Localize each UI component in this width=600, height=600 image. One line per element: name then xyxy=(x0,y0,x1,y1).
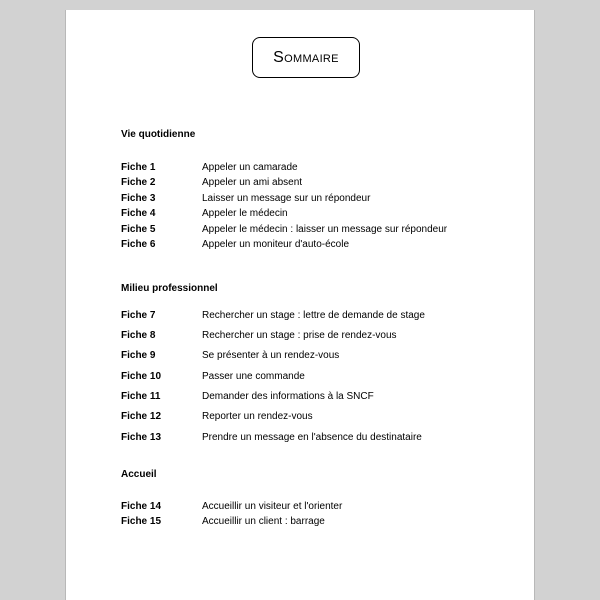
toc-entry xyxy=(121,370,521,384)
section-heading: Accueil xyxy=(121,469,157,480)
toc-entry-title: Passer une commande xyxy=(202,371,305,382)
toc-entry xyxy=(121,390,521,404)
toc-entry xyxy=(121,500,521,514)
toc-entry-title: Accueillir un visiteur et l'orienter xyxy=(202,501,343,512)
toc-entry-number: Fiche 13 xyxy=(121,432,162,443)
toc-entry xyxy=(121,161,521,175)
toc-entry-number: Fiche 10 xyxy=(121,371,162,382)
toc-entry-number: Fiche 3 xyxy=(121,193,156,204)
toc-entry-title: Se présenter à un rendez-vous xyxy=(202,350,340,361)
toc-entry-number: Fiche 14 xyxy=(121,501,162,512)
page-title: Sommaire xyxy=(252,37,360,78)
toc-entry-number: Fiche 1 xyxy=(121,162,156,173)
toc-entry-title: Appeler un camarade xyxy=(202,162,298,173)
toc-entry-number: Fiche 6 xyxy=(121,239,156,250)
toc-entry xyxy=(121,192,521,206)
toc-entry-title: Demander des informations à la SNCF xyxy=(202,391,374,402)
toc-entry-title: Laisser un message sur un répondeur xyxy=(202,193,371,204)
toc-entry-number: Fiche 12 xyxy=(121,411,162,422)
toc-entry-title: Rechercher un stage : prise de rendez-vous xyxy=(202,330,397,341)
toc-entry xyxy=(121,349,521,363)
toc-entry-number: Fiche 15 xyxy=(121,516,162,527)
toc-entry-title: Appeler un ami absent xyxy=(202,177,303,188)
toc-entry-title: Appeler un moniteur d'auto-école xyxy=(202,239,350,250)
toc-entry xyxy=(121,238,521,252)
document-page xyxy=(66,10,534,600)
toc-entry-number: Fiche 9 xyxy=(121,350,156,361)
toc-entry-number: Fiche 7 xyxy=(121,310,156,321)
toc-entry xyxy=(121,223,521,237)
toc-entry-number: Fiche 5 xyxy=(121,224,156,235)
toc-entry-number: Fiche 4 xyxy=(121,208,156,219)
toc-entry-title: Accueillir un client : barrage xyxy=(202,516,325,527)
toc-entry xyxy=(121,410,521,424)
toc-entry-number: Fiche 2 xyxy=(121,177,156,188)
toc-entry xyxy=(121,309,521,323)
toc-entry-title: Appeler le médecin xyxy=(202,208,288,219)
toc-entry-title: Prendre un message en l'absence du destinataire xyxy=(202,432,422,443)
toc-entry-title: Reporter un rendez-vous xyxy=(202,411,313,422)
toc-entry-title: Rechercher un stage : lettre de demande de stage xyxy=(202,310,425,321)
section-heading: Milieu professionnel xyxy=(121,283,218,294)
toc-entry xyxy=(121,515,521,529)
toc-entry xyxy=(121,431,521,445)
toc-entry xyxy=(121,329,521,343)
toc-entry-number: Fiche 8 xyxy=(121,330,156,341)
toc-entry-number: Fiche 11 xyxy=(121,391,161,402)
toc-entry xyxy=(121,207,521,221)
section-heading: Vie quotidienne xyxy=(121,129,196,140)
toc-entry xyxy=(121,176,521,190)
toc-entry-title: Appeler le médecin : laisser un message sur répondeur xyxy=(202,224,448,235)
